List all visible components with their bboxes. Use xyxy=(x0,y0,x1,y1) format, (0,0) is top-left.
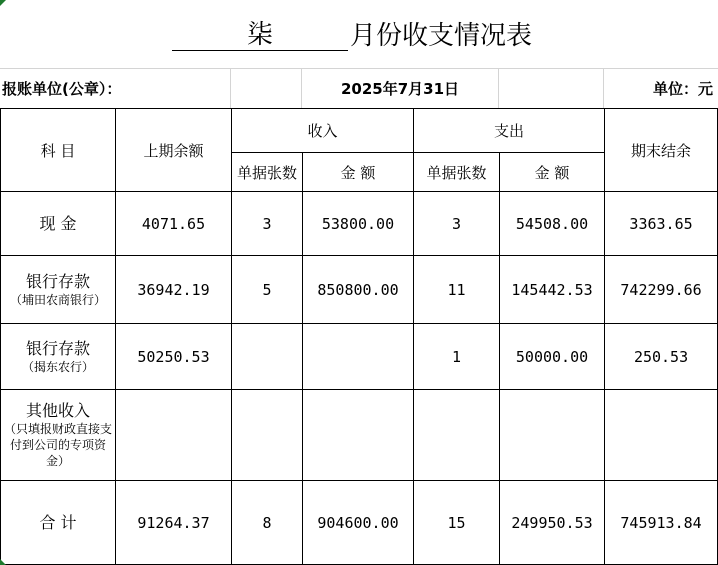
end-balance-cell[interactable] xyxy=(605,390,718,481)
prev-balance-cell[interactable]: 50250.53 xyxy=(116,324,232,390)
end-balance-cell[interactable]: 250.53 xyxy=(605,324,718,390)
row-label-cell[interactable] xyxy=(1,256,116,324)
ledger-table xyxy=(0,108,718,565)
table-row xyxy=(1,390,718,481)
row-label: 银行存款 xyxy=(25,338,90,358)
title-row xyxy=(0,0,718,69)
cell-corner-marker-icon xyxy=(0,559,6,565)
income-count-cell[interactable]: 8 xyxy=(232,481,303,565)
income-count-cell[interactable]: 3 xyxy=(232,192,303,256)
expense-count-cell[interactable]: 11 xyxy=(414,256,500,324)
row-label-cell[interactable] xyxy=(1,192,116,256)
header-subject[interactable]: 科 目 xyxy=(1,109,116,192)
header-expense[interactable]: 支出 xyxy=(414,109,605,153)
report-title xyxy=(172,19,532,51)
income-count-cell[interactable] xyxy=(232,324,303,390)
income-amount-cell[interactable] xyxy=(303,390,414,481)
expense-count-cell[interactable] xyxy=(414,390,500,481)
table-row xyxy=(1,256,718,324)
expense-amount-cell[interactable]: 50000.00 xyxy=(500,324,605,390)
row-label-cell[interactable] xyxy=(1,390,116,481)
title-suffix: 月份收支情况表 xyxy=(350,21,533,51)
expense-amount-cell[interactable]: 54508.00 xyxy=(500,192,605,256)
expense-count-cell[interactable]: 15 xyxy=(414,481,500,565)
cell-corner-marker-icon xyxy=(0,0,6,6)
blank-info-cell[interactable] xyxy=(231,69,302,108)
header-income[interactable]: 收入 xyxy=(232,109,414,153)
income-amount-cell[interactable] xyxy=(303,324,414,390)
row-label: 银行存款 xyxy=(25,271,90,291)
row-note: （埔田农商银行） xyxy=(9,292,106,307)
row-note: （只填报财政直接支付到公司的专项资金） xyxy=(4,422,113,468)
income-amount-cell[interactable]: 850800.00 xyxy=(303,256,414,324)
row-label: 现 金 xyxy=(39,213,77,233)
row-note: （揭东农行） xyxy=(21,359,94,374)
income-amount-cell[interactable]: 53800.00 xyxy=(303,192,414,256)
expense-amount-cell[interactable] xyxy=(500,390,605,481)
table-row-total xyxy=(1,481,718,565)
info-row xyxy=(0,69,718,108)
prev-balance-cell[interactable]: 36942.19 xyxy=(116,256,232,324)
expense-count-cell[interactable]: 3 xyxy=(414,192,500,256)
row-label-cell[interactable] xyxy=(1,481,116,565)
header-row-1 xyxy=(1,109,718,153)
end-balance-cell[interactable]: 745913.84 xyxy=(605,481,718,565)
expense-amount-cell[interactable]: 145442.53 xyxy=(500,256,605,324)
table-row xyxy=(1,324,718,390)
prev-balance-cell[interactable] xyxy=(116,390,232,481)
header-end-balance[interactable]: 期末结余 xyxy=(605,109,718,192)
prev-balance-cell[interactable]: 91264.37 xyxy=(116,481,232,565)
income-count-cell[interactable]: 5 xyxy=(232,256,303,324)
header-expense-voucher-count[interactable]: 单据张数 xyxy=(414,153,500,192)
currency-unit-cell[interactable] xyxy=(604,69,718,108)
end-balance-cell[interactable]: 3363.65 xyxy=(605,192,718,256)
header-income-voucher-count[interactable]: 单据张数 xyxy=(232,153,303,192)
income-amount-cell[interactable]: 904600.00 xyxy=(303,481,414,565)
row-label-cell[interactable] xyxy=(1,324,116,390)
prev-balance-cell[interactable]: 4071.65 xyxy=(116,192,232,256)
header-expense-amount[interactable]: 金 额 xyxy=(500,153,605,192)
row-label: 合 计 xyxy=(39,512,77,532)
income-count-cell[interactable] xyxy=(232,390,303,481)
end-balance-cell[interactable]: 742299.66 xyxy=(605,256,718,324)
unit-label: 报账单位(公章）： xyxy=(2,80,122,98)
blank-info-cell-2[interactable] xyxy=(499,69,604,108)
header-prev-balance[interactable]: 上期余额 xyxy=(116,109,232,192)
report-date: 2025年7月31日 xyxy=(340,80,460,98)
table-row xyxy=(1,192,718,256)
date-cell[interactable] xyxy=(302,69,499,108)
title-month[interactable]: 柒 xyxy=(172,20,348,51)
currency-unit: 单位：元 xyxy=(652,80,713,98)
row-label: 其他收入 xyxy=(25,401,90,420)
unit-label-cell[interactable] xyxy=(0,69,231,108)
expense-count-cell[interactable]: 1 xyxy=(414,324,500,390)
header-income-amount[interactable]: 金 额 xyxy=(303,153,414,192)
expense-amount-cell[interactable]: 249950.53 xyxy=(500,481,605,565)
